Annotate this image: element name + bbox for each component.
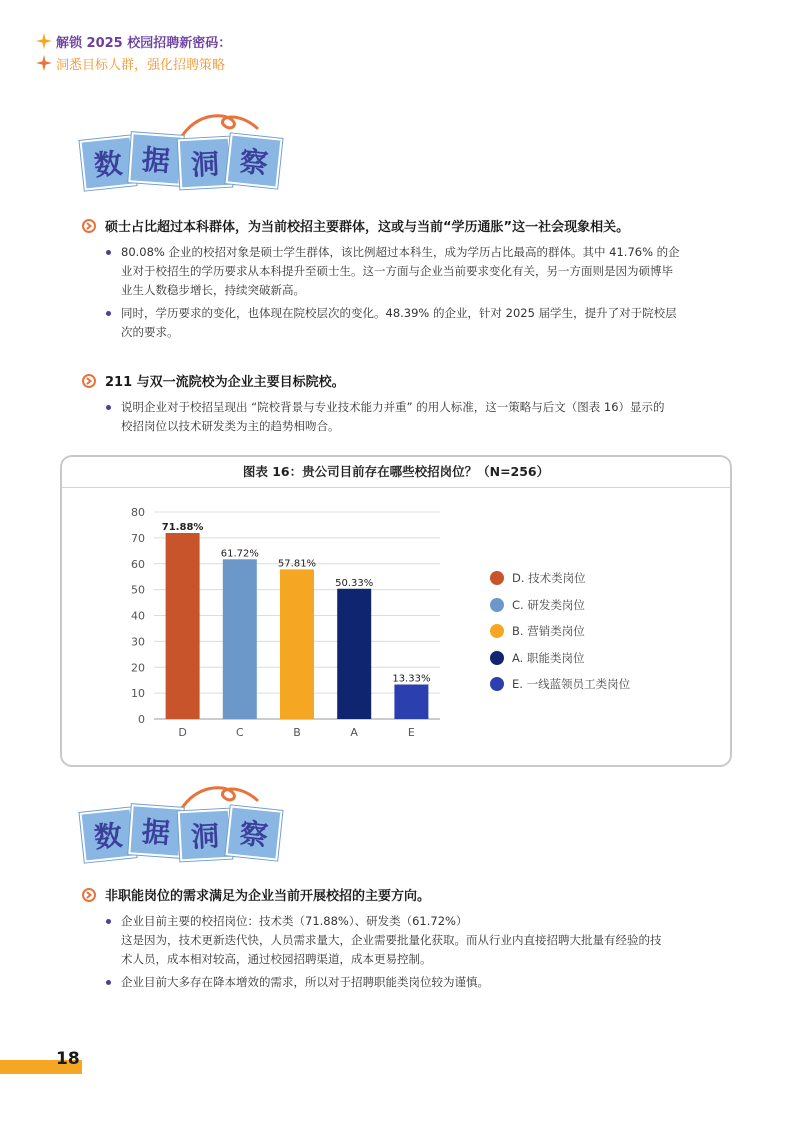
bar	[223, 559, 257, 719]
y-tick-label: 30	[131, 635, 145, 649]
banner-tile: 察	[226, 133, 283, 188]
legend-swatch	[490, 624, 504, 638]
section-heading: 硕士占比超过本科群体，为当前校招主要群体，这或与当前“学历通胀”这一社会现象相关。	[82, 216, 722, 235]
data-label: 50.33%	[335, 577, 374, 589]
legend-item	[490, 592, 630, 619]
data-label: 61.72%	[220, 548, 259, 560]
bullet-item: 同时，学历要求的变化，也体现在院校层次的变化。48.39% 的企业，针对 2025 届学生，提升了对于院校层 次的要求。	[106, 304, 722, 342]
header-subtitle: 洞悉目标人群，强化招聘策略	[56, 57, 226, 73]
legend-swatch	[490, 677, 504, 691]
legend-swatch	[490, 651, 504, 665]
banner-tile: 数	[80, 807, 137, 862]
section-positions	[82, 885, 722, 996]
arrow-circle-icon	[82, 374, 96, 388]
sparkle-icon	[36, 33, 52, 49]
arrow-circle-icon	[82, 219, 96, 233]
y-tick-label: 0	[138, 713, 145, 726]
y-tick-label: 20	[131, 661, 145, 675]
y-tick-label: 50	[131, 583, 145, 597]
bar-chart	[62, 457, 482, 765]
legend-label: C. 研发类岗位	[512, 597, 585, 612]
data-label: 57.81%	[277, 558, 317, 570]
x-tick-label: A	[350, 726, 358, 739]
banner-tile: 据	[128, 804, 183, 858]
data-label: 71.88%	[161, 522, 204, 534]
bar	[337, 589, 371, 719]
legend-item	[490, 618, 630, 645]
banner-tile: 据	[128, 132, 183, 186]
bar	[394, 685, 428, 719]
banner-tile: 洞	[178, 137, 233, 190]
x-tick-label: C	[235, 726, 244, 739]
x-tick-label: B	[293, 726, 301, 739]
legend-swatch	[490, 571, 504, 585]
sparkle-icon	[36, 55, 52, 71]
legend-label: B. 营销类岗位	[512, 624, 585, 639]
header-title: 解锁 2025 校园招聘新密码：	[56, 35, 232, 51]
chart-title: 图表 16：贵公司目前存在哪些校招岗位？（N=256）	[62, 457, 730, 488]
data-label: 13.33%	[392, 673, 431, 685]
insight-banner	[82, 782, 282, 872]
banner-tile: 洞	[178, 809, 233, 862]
y-tick-label: 60	[131, 557, 145, 571]
chart-legend	[490, 565, 630, 698]
page-number: 18	[56, 1049, 80, 1069]
banner-tile: 察	[226, 805, 283, 860]
section-degree	[82, 216, 722, 346]
chart-container	[60, 455, 732, 767]
bullet-item: 说明企业对于校招呈现出 “院校背景与专业技术能力并重” 的用人标准，这一策略与后文（图表 16）显示的 校招岗位以技术研发类为主的趋势相吻合。	[106, 398, 722, 436]
section-heading: 211 与双一流院校为企业主要目标院校。	[82, 371, 722, 390]
y-tick-label: 10	[131, 687, 145, 701]
banner-tile: 数	[80, 135, 137, 190]
arrow-circle-icon	[82, 888, 96, 902]
legend-item	[490, 565, 630, 592]
y-tick-label: 70	[131, 531, 145, 545]
legend-item	[490, 645, 630, 672]
bullet-item: 企业目前主要的校招岗位：技术类（71.88%）、研发类（61.72%） 这是因为，技术更新迭代快，人员需求量大，企业需要批量化获取。而从行业内直接招聘大批量有经验的技 术人员，成本相对较高，通过校园招聘渠道，成本更易控制。	[106, 912, 722, 969]
section-heading: 非职能岗位的需求满足为企业当前开展校招的主要方向。	[82, 885, 722, 904]
x-tick-label: E	[407, 726, 415, 739]
legend-swatch	[490, 598, 504, 612]
legend-label: E. 一线蓝领员工类岗位	[512, 677, 631, 692]
y-tick-label: 40	[131, 609, 145, 623]
x-tick-label: D	[178, 726, 187, 739]
bar	[166, 533, 200, 719]
section-school	[82, 371, 722, 440]
legend-label: D. 技术类岗位	[512, 571, 586, 586]
bar	[280, 569, 314, 719]
page-header	[36, 30, 231, 74]
bullet-item: 80.08% 企业的校招对象是硕士学生群体，该比例超过本科生，成为学历占比最高的群体。其中 41.76% 的企 业对于校招生的学历要求从本科提升至硕士生。这一方面与企业当前要求变化有关，另一方面则是因为硕博毕 业生人数稳步增长，持续突破新高。	[106, 243, 722, 300]
legend-item	[490, 671, 630, 698]
y-tick-label: 80	[131, 506, 145, 519]
insight-banner	[82, 110, 282, 200]
bullet-item: 企业目前大多存在降本增效的需求，所以对于招聘职能类岗位较为谨慎。	[106, 973, 722, 992]
legend-label: A. 职能类岗位	[512, 650, 585, 665]
